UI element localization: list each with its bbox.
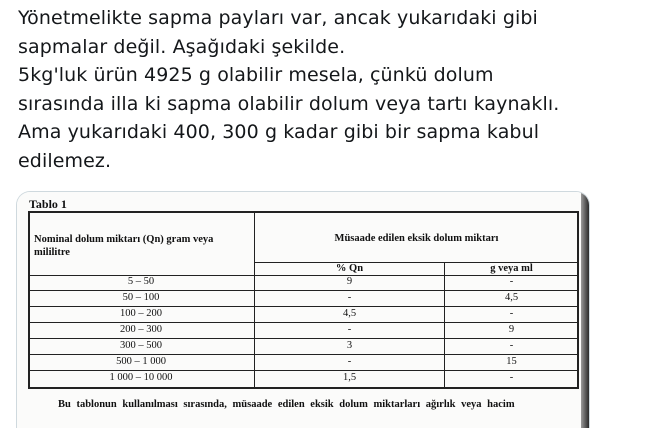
tweet-line: Ama yukarıdaki 400, 300 g kadar gibi bir sapma kabul — [18, 121, 540, 143]
table-footnote: Bu tablonun kullanılması sırasında, müsaade edilen eksik dolum miktarları ağırlık veya hacim — [58, 399, 515, 410]
table-cell-range: 5 – 50 — [127, 276, 155, 287]
table-cell-gram: 9 — [508, 324, 515, 335]
table-cell-range: 200 – 300 — [120, 324, 162, 335]
table-cell-percent: - — [347, 324, 352, 335]
header-percent-qn: % Qn — [335, 263, 364, 274]
table-cell-gram: - — [509, 372, 514, 383]
table-cell-percent: 4,5 — [342, 308, 357, 319]
table-cell-gram: - — [509, 308, 514, 319]
regulation-table — [28, 211, 579, 389]
table-divider — [28, 322, 579, 323]
table-cell-range: 1 000 – 10 000 — [109, 372, 173, 383]
tweet-media-image[interactable] — [16, 191, 590, 428]
table-cell-gram: 4,5 — [504, 292, 519, 303]
table-divider — [28, 354, 579, 355]
table-cell-range: 500 – 1 000 — [116, 356, 166, 367]
table-border — [28, 387, 579, 389]
header-g-ml: g veya ml — [490, 263, 533, 274]
table-divider — [28, 370, 579, 371]
table-cell-range: 300 – 500 — [120, 340, 162, 351]
table-border — [28, 211, 579, 213]
tweet-line: sapmalar değil. Aşağıdaki şekilde. — [18, 35, 346, 58]
tweet-line: sırasında illa ki sapma olabilir dolum veya tartı kaynaklı. — [18, 92, 560, 115]
table-divider — [28, 338, 579, 339]
table-divider — [28, 290, 579, 291]
table-cell-percent: 3 — [346, 340, 353, 351]
table-cell-percent: 1,5 — [342, 372, 357, 383]
scan-shadow-edge — [581, 192, 589, 428]
table-cell-percent: - — [347, 356, 352, 367]
tweet-line: edilemez. — [18, 149, 112, 172]
tweet-line: Yönetmelikte sapma payları var, ancak yukarıdaki gibi — [18, 7, 538, 29]
tweet-text — [18, 4, 658, 175]
header-nominal-quantity: Nominal dolum miktarı (Qn) gram veya mililitre — [34, 234, 214, 258]
table-cell-range: 50 – 100 — [122, 292, 160, 303]
table-cell-range: 100 – 200 — [120, 308, 162, 319]
table-title: Tablo 1 — [29, 197, 67, 211]
header-allowed-shortfall: Müsaade edilen eksik dolum miktarı — [334, 233, 499, 244]
table-divider — [28, 306, 579, 307]
table-cell-gram: 15 — [506, 356, 517, 367]
table-cell-gram: - — [509, 276, 514, 287]
table-cell-gram: - — [509, 340, 514, 351]
table-cell-percent: - — [347, 292, 352, 303]
table-cell-percent: 9 — [346, 276, 353, 287]
scanned-document — [17, 192, 589, 428]
tweet-line: 5kg'luk ürün 4925 g olabilir mesela, çünkü dolum — [18, 64, 494, 86]
